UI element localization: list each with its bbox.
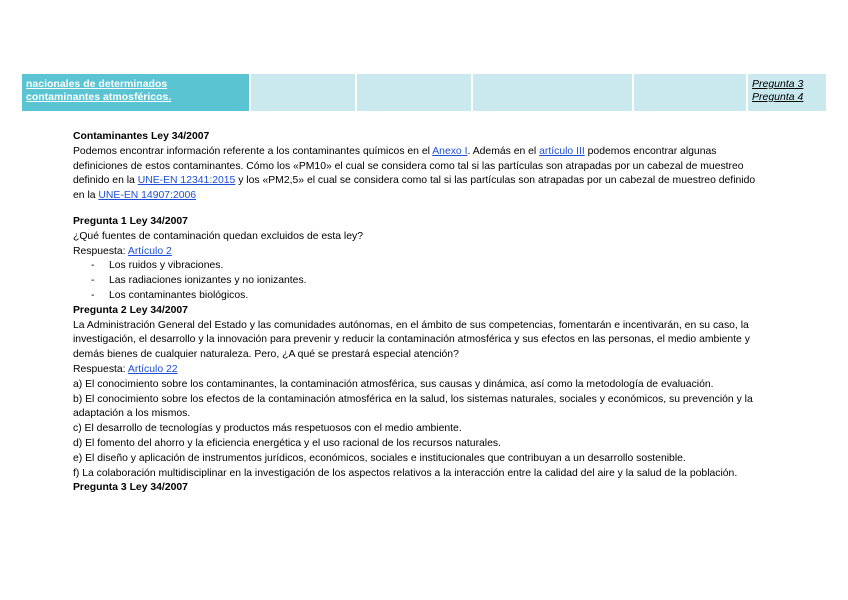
answer-item: d) El fomento del ahorro y la eficiencia energética y el uso racional de los recursos naturales. xyxy=(73,437,501,449)
link-articulo-22[interactable]: Artículo 22 xyxy=(127,363,178,375)
nav-cell-empty xyxy=(357,74,473,111)
list-item: - Los ruidos y vibraciones. xyxy=(73,259,763,274)
pregunta-1-list xyxy=(73,259,763,303)
link-une-en-14907[interactable]: UNE-EN 14907:2006 xyxy=(98,190,197,202)
nav-cell-empty xyxy=(251,74,357,111)
nav-link-line-1: nacionales de determinados xyxy=(26,78,168,90)
contaminantes-paragraph: Podemos encontrar información referente a los contaminantes químicos en el Anexo I. Además en el artículo III podemos encontrar algunas definiciones de estos contaminantes. Cómo los «PM10» el cual se considera como tal si las partículas son atrapadas por un cabezal de muestreo definido en la UNE-EN 12341:2015 y los «PM2,5» el cual se considera como tal si las partículas son atrapadas por un cabezal de muestreo definido en la UNE-EN 14907:2006 xyxy=(73,145,756,202)
link-anexo-i[interactable]: Anexo I xyxy=(432,145,468,157)
nav-link-line-2: contaminantes atmosféricos. xyxy=(26,91,172,103)
nav-link-pregunta-3[interactable]: Pregunta 3 xyxy=(752,78,804,90)
list-item: - Los contaminantes biológicos. xyxy=(73,289,763,304)
section-title-pregunta-3: Pregunta 3 Ley 34/2007 xyxy=(73,482,188,494)
link-une-en-12341[interactable]: UNE-EN 12341:2015 xyxy=(137,175,236,187)
link-articulo-2[interactable]: Artículo 2 xyxy=(127,245,172,257)
nav-link-pregunta-4[interactable]: Pregunta 4 xyxy=(752,91,804,103)
link-articulo-iii[interactable]: artículo III xyxy=(539,145,585,157)
section-title-pregunta-1: Pregunta 1 Ley 34/2007 xyxy=(73,215,188,227)
section-title-contaminantes: Contaminantes Ley 34/2007 xyxy=(73,131,210,142)
pregunta-2-question: La Administración General del Estado y las comunidades autónomas, en el ámbito de sus competencias, fomentarán e incentivarán, en su caso, la investigación, el desarrollo y la innovación para prevenir y reducir la contaminación atmosférica y sus efectos en las personas, el medio ambiente y demás bienes de cualquier naturaleza. Pero, ¿A qué se prestará especial atención? xyxy=(73,319,750,361)
answer-item: e) El diseño y aplicación de instrumentos jurídicos, económicos, sociales e institucionales que contribuyan a un desarrollo sostenible. xyxy=(73,452,686,464)
nav-cell-empty xyxy=(634,74,748,111)
answer-item: f) La colaboración multidisciplinar en la investigación de los aspectos relativos a la interacción entre la calidad del aire y la salud de la población. xyxy=(73,467,738,479)
section-title-pregunta-2: Pregunta 2 Ley 34/2007 xyxy=(73,304,188,316)
pregunta-1-question: ¿Qué fuentes de contaminación quedan excluidos de esta ley? xyxy=(73,230,363,242)
answer-item: c) El desarrollo de tecnologías y productos más respetuosos con el medio ambiente. xyxy=(73,423,462,435)
pregunta-2-respuesta: Respuesta: Artículo 22 xyxy=(73,363,178,375)
pregunta-1-respuesta: Respuesta: Artículo 2 xyxy=(73,245,172,257)
document-body xyxy=(73,130,763,496)
nav-cell-empty xyxy=(473,74,634,111)
nav-link-contaminantes[interactable] xyxy=(26,78,249,104)
nav-cell-left xyxy=(22,74,251,111)
answer-item: b) El conocimiento sobre los efectos de la contaminación atmosférica en la salud, los sistemas naturales, sociales y económicos, su prevención y la adaptación a los mismos. xyxy=(73,393,753,420)
answer-item: a) El conocimiento sobre los contaminantes, la contaminación atmosférica, sus causas y dinámica, así como la metodología de evaluación. xyxy=(73,378,714,390)
nav-cell-right xyxy=(748,74,826,111)
nav-table-band xyxy=(22,74,826,111)
list-item: - Las radiaciones ionizantes y no ionizantes. xyxy=(73,274,763,289)
